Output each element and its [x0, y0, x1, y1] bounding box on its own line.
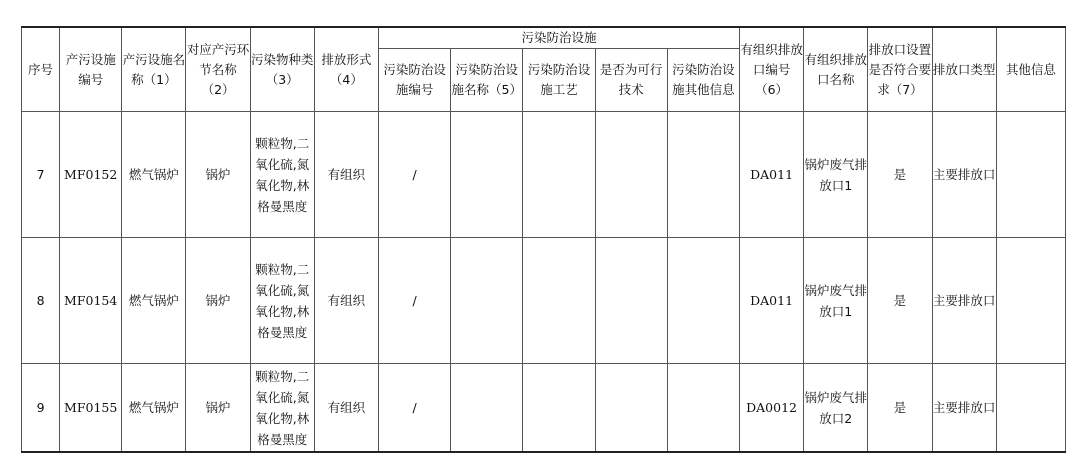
header-outlet-type: 排放口类型: [932, 27, 996, 112]
cell-pollutant-types: 颗粒物,二氧化硫,氮氧化物,林格曼黑度: [250, 112, 314, 238]
cell-feasible-tech: [595, 112, 667, 238]
cell-pollutant-types: 颗粒物,二氧化硫,氮氧化物,林格曼黑度: [250, 238, 314, 364]
table-row: [22, 364, 1066, 453]
header-pollutant-types: 污染物种类（3）: [250, 27, 314, 112]
header-outlet-code: 有组织排放口编号（6）: [739, 27, 803, 112]
table-row: [22, 238, 1066, 364]
cell-control-other: [667, 238, 739, 364]
cell-pollutant-types: [250, 364, 314, 453]
cell-outlet-compliant: 是: [868, 364, 932, 453]
cell-outlet-type: 主要排放口: [932, 238, 996, 364]
cell-outlet-compliant: 是: [868, 238, 932, 364]
cell-control-name: [451, 364, 523, 453]
cell-control-code: /: [378, 238, 450, 364]
cell-facility-name: 燃气锅炉: [122, 364, 186, 453]
header-control-name: 污染防治设施名称（5）: [451, 49, 523, 112]
header-feasible-tech: 是否为可行技术: [595, 49, 667, 112]
cell-pollutant-types-text: 颗粒物,二氧化硫,氮氧化物,林格曼黑度: [255, 369, 310, 447]
emission-facility-table: [21, 26, 1066, 453]
cell-feasible-tech: [595, 364, 667, 453]
header-outlet-compliant: 排放口设置是否符合要求（7）: [868, 27, 932, 112]
cell-seq: 8: [22, 238, 60, 364]
cell-seq: 9: [22, 364, 60, 453]
cell-facility-name: 燃气锅炉: [122, 238, 186, 364]
cell-control-process: [523, 112, 595, 238]
table-body: [22, 112, 1066, 453]
cell-outlet-name: 锅炉废气排放口1: [804, 238, 868, 364]
cell-seq: 7: [22, 112, 60, 238]
cell-process-name: 锅炉: [186, 238, 250, 364]
cell-facility-name: 燃气锅炉: [122, 112, 186, 238]
table-header: [22, 27, 1066, 112]
header-outlet-name: 有组织排放口名称: [804, 27, 868, 112]
cell-outlet-code: DA011: [739, 112, 803, 238]
cell-outlet-name: 锅炉废气排放口1: [804, 112, 868, 238]
cell-control-other: [667, 112, 739, 238]
header-facility-code: 产污设施编号: [60, 27, 122, 112]
cell-outlet-type: 主要排放口: [932, 112, 996, 238]
header-facility-name: 产污设施名称（1）: [122, 27, 186, 112]
header-control-group: 污染防治设施: [378, 27, 739, 49]
header-control-process: 污染防治设施工艺: [523, 49, 595, 112]
cell-process-name: 锅炉: [186, 112, 250, 238]
cell-emission-form: 有组织: [314, 364, 378, 453]
cell-control-other: [667, 364, 739, 453]
cell-outlet-code: DA011: [739, 238, 803, 364]
cell-control-process: [523, 238, 595, 364]
header-control-other: 污染防治设施其他信息: [667, 49, 739, 112]
cell-facility-code: MF0155: [60, 364, 122, 453]
cell-other-info: [996, 112, 1065, 238]
cell-outlet-name: 锅炉废气排放口2: [804, 364, 868, 453]
cell-other-info: [996, 364, 1065, 453]
cell-feasible-tech: [595, 238, 667, 364]
cell-control-code: /: [378, 364, 450, 453]
cell-outlet-type: 主要排放口: [932, 364, 996, 453]
cell-emission-form: 有组织: [314, 112, 378, 238]
header-seq: 序号: [22, 27, 60, 112]
cell-control-name: [451, 112, 523, 238]
cell-control-name: [451, 238, 523, 364]
cell-emission-form: 有组织: [314, 238, 378, 364]
table-row: [22, 112, 1066, 238]
header-control-code: 污染防治设施编号: [378, 49, 450, 112]
cell-control-code: /: [378, 112, 450, 238]
cell-facility-code: MF0152: [60, 112, 122, 238]
cell-facility-code: MF0154: [60, 238, 122, 364]
cell-outlet-compliant: 是: [868, 112, 932, 238]
cell-process-name: 锅炉: [186, 364, 250, 453]
cell-control-process: [523, 364, 595, 453]
header-process-name: 对应产污环节名称（2）: [186, 27, 250, 112]
cell-outlet-code: DA0012: [739, 364, 803, 453]
cell-other-info: [996, 238, 1065, 364]
header-emission-form: 排放形式（4）: [314, 27, 378, 112]
header-other-info: 其他信息: [996, 27, 1065, 112]
